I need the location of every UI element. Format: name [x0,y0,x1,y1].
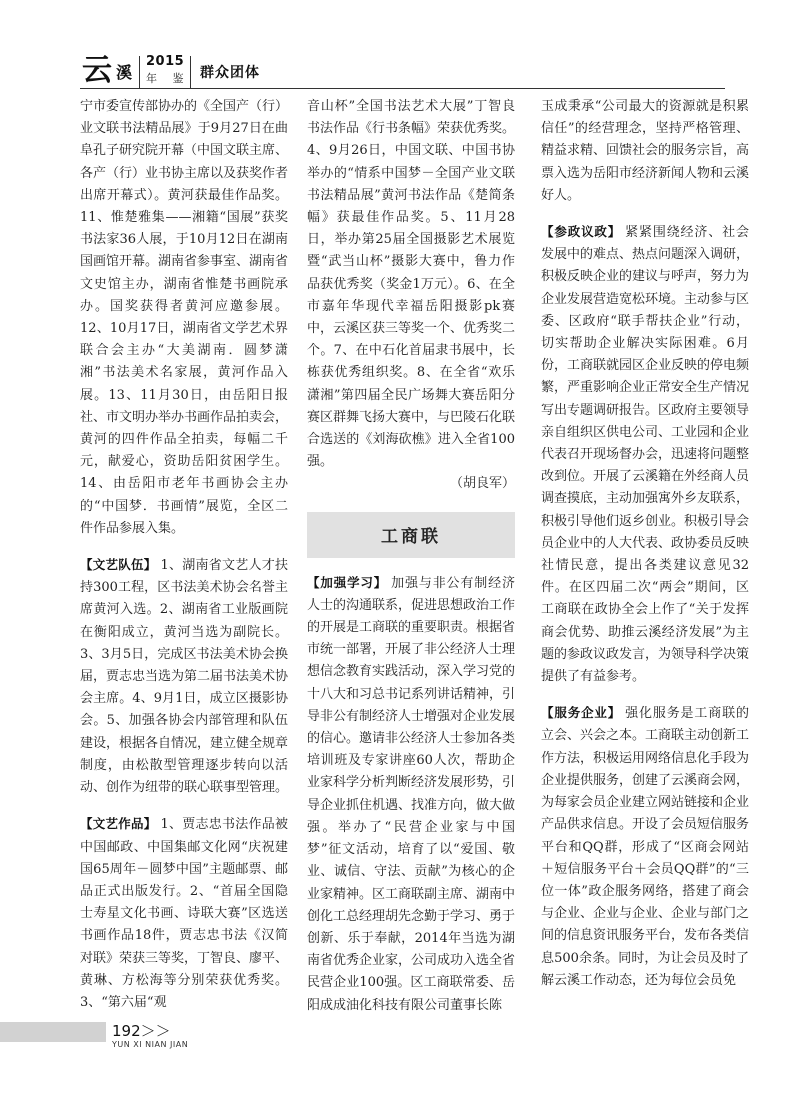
header-rule [80,88,725,89]
footer-subtitle: YUN XI NIAN JIAN [112,1040,189,1049]
header-year: 2015 [146,54,185,69]
logo-char-yun: 云 [82,53,112,88]
paragraph-tag: 【文艺队伍】 [80,557,157,573]
paragraph-body: 1、贾志忠书法作品被中国邮政、中国集邮文化网“庆祝建国65周年－圆梦中国”主题邮票、邮品正式出版发行。2、“首届全国隐士寿星文化书画、诗联大赛”区选送书画作品18件，贾志忠书法《汉简对联》荣获三等奖，丁智良、廖平、黄琳、方松海等分别荣获优秀奖。3、“第六届“观 [80,817,289,1010]
text-column-2 [307,96,515,1017]
paragraph-body: 紧紧围绕经济、社会发展中的难点、热点问题深入调研，积极反映企业的建议与呼声，努力为企业发展营造宽松环境。主动参与区委、区政府“联手帮扶企业”行动，切实帮助企业解决实际困难。6月份，工商联就园区企业反映的停电频繁，严重影响企业正常安全生产情况写出专题调研报告。区政府主要领导亲自组织区供电公司、工业园和企业代表召开现场督办会，迅速将问题整改到位。开展了云溪籍在外经商人员调查摸底，主动加强寓外乡友联系，积极引导他们返乡创业。积极引导会员企业中的人大代表、政协委员反映社情民意，提出各类建议意见32件。在区四届二次“两会”期间，区工商联在政协全会上作了“关于发挥商会优势、助推云溪经济发展”为主题的参政议政发言，为领导科学决策提供了有益参考。 [541,225,750,685]
paragraph-literary-team [80,554,288,799]
paragraph-politics [541,221,749,688]
paragraph-tag: 【服务企业】 [541,705,622,721]
paragraph-tag: 【参政议政】 [541,224,622,240]
paragraph-tag: 【加强学习】 [307,574,388,590]
paragraph-continuation: 玉成秉承“公司最大的资源就是积累信任”的经营理念，坚持严格管理、精益求精、回馈社会的服务宗旨，高票入选为岳阳市经济新闻人物和云溪好人。 [541,99,750,203]
section-heading: 工商联 [381,527,441,548]
paragraph-literary-works [80,813,288,1014]
paragraph-body: 强化服务是工商联的立会、兴会之本。工商联主动创新工作方法，积极运用网络信息化手段为企业提供服务，创建了云溪商会网，为每家会员企业建立网站链接和企业产品供求信息。开设了会员短信服务平台和QQ群，形成了“区商会网站＋短信服务平台＋会员QQ群”的“三位一体”政企服务网络，搭建了商会与企业、企业与企业、企业与部门之间的信息资讯服务平台，发布各类信息500余条。同时，为让会员及时了解云溪工作动态，还为每位会员免 [541,706,750,988]
paragraph-body: 1、湖南省文艺人才扶持300工程，区书法美术协会名誉主席黄河入选。2、湖南省工业版画院在衡阳成立，黄河当选为副院长。3、3月5日，完成区书法美术协会换届，贾志忠当选为第二届书法美术协会主席。4、9月1日，成立区摄影协会。5、加强各协会内部管理和队伍建设，根据各自情况，建立健全规章制度，由松散型管理逐步转向以活动、创作为纽带的联心联事型管理。 [80,558,289,796]
header-section-title: 群众团体 [200,65,260,81]
footer-band [0,1022,106,1042]
paragraph-tag: 【文艺作品】 [80,816,157,832]
paragraph-awards: 音山杯”全国书法艺术大展”丁智良书法作品《行书条幅》荣获优秀奖。4、9月26日，中国文联、中国书协举办的“情系中国梦－全国产业文联书法精品展”黄河书法作品《楚简条幅》获最佳作品奖。5、11月28日，举办第25届全国摄影艺术展览暨“武当山杯”摄影大赛中，鲁力作品获优秀奖（奖金1万元）。6、在全市嘉年华现代幸福岳阳摄影pk赛中，云溪区获三等奖一个、优秀奖二个。7、在中石化首届隶书展中，长栋获优秀组织奖。8、在全省“欢乐潇湘”第四届全民广场舞大赛岳阳分赛区群舞飞扬大赛中，与巴陵石化联合选送的《刘海砍樵》进入全省100强。 [307,99,516,470]
logo-char-xi: 溪 [116,63,133,82]
paragraph-body: 加强与非公有制经济人士的沟通联系，促进思想政治工作的开展是工商联的重要职责。根据省市统一部署，开展了非公经济人士理想信念教育实践活动，深入学习党的十八大和习总书记系列讲话精神，引导非公有制经济人士增强对企业发展的信心。邀请非公经济人士参加各类培训班及专家讲座60人次，帮助企业家科学分析判断经济发展形势，引导企业抓住机遇、找准方向，做大做强。举办了“民营企业家与中国梦”征文活动，培育了以“爱国、敬业、诚信、守法、贡献”为核心的企业家精神。区工商联副主席、湖南中创化工总经理胡先念勤于学习、勇于创新、乐于奉献，2014年当选为湖南省优秀企业家，公司成功入选全省民营企业100强。区工商联常委、岳阳成成油化科技有限公司董事长陈 [307,575,516,1013]
text-column-3 [541,96,749,992]
header-divider [139,56,140,88]
text-column-1 [80,96,288,1014]
page-number: 192＞＞ [112,1022,171,1040]
section-heading-box [307,512,515,558]
paragraph-exhibitions: 宁市委宣传部协办的《全国产（行）业文联书法精品展》于9月27日在曲阜孔子研究院开幕（中国文联主席、各产（行）业书协主席以及获奖作者出席开幕式）。黄河获最佳作品奖。11、惟楚雅集——湘籍“国展”获奖书法家36人展，于10月12日在湖南国画馆开幕。湖南省参事室、湖南省文史馆主办，湖南省惟楚书画院承办。国奖获得者黄河应邀参展。12、10月17日，湖南省文学艺术界联合会主办“大美湖南．圆梦潇湘”书法美术名家展，黄河作品入展。13、11月30日，由岳阳日报社、市文明办举办书画作品拍卖会，黄河的四件作品全拍卖，每幅二千元，献爱心，资助岳阳贫困学生。14、由岳阳市老年书画协会主办的“中国梦．书画情”展览，全区二件作品参展入集。 [80,99,289,536]
page-header [80,53,720,90]
header-nianjian: 年 鉴 [146,72,190,85]
author-signature: （胡良军） [449,476,515,492]
paragraph-service [541,702,749,992]
header-divider [190,56,191,88]
paragraph-study [307,572,515,1017]
